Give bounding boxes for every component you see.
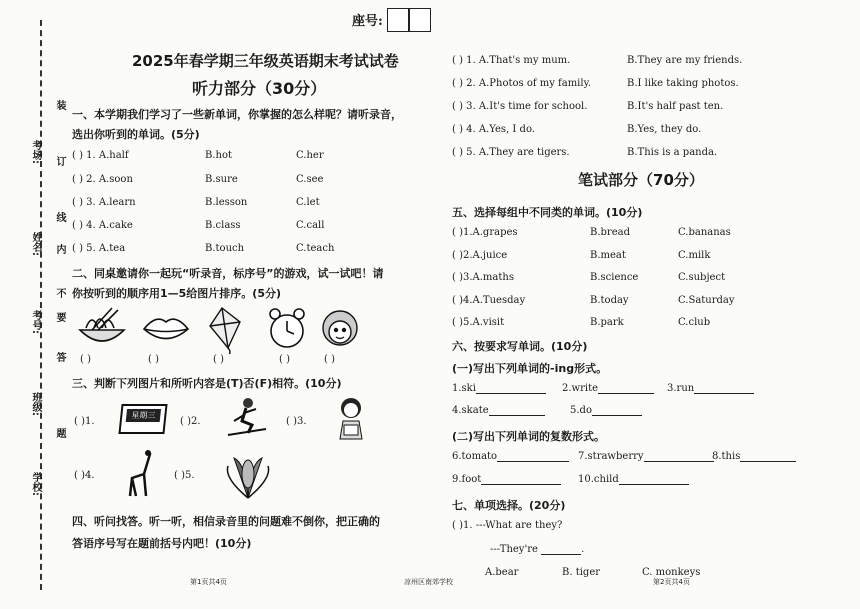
s2-bracket-1[interactable]: ( ) (80, 354, 91, 365)
s5-q3-c: C.subject (678, 272, 726, 283)
s1-q3-b: B.lesson (205, 197, 248, 208)
s6-pl-6 (452, 451, 569, 462)
section2-heading-cont: 你按听到的顺序用1—5给图片排序。(5分) (72, 287, 282, 300)
s4-q5-b: B.This is a panda. (627, 147, 718, 158)
s4-q1[interactable]: ( ) 1. A.That's my mum. (452, 55, 571, 66)
s1-q1-c: C.her (296, 150, 324, 161)
corn-icon (222, 448, 274, 502)
binding-line (40, 20, 42, 590)
section3-heading: 三、判断下列图片和所听内容是(T)否(F)相符。(10分) (72, 377, 342, 390)
s6-ing-3-word: 3.run (667, 383, 695, 394)
seat-number-label: 座号: (352, 14, 383, 29)
section2-pictures (72, 304, 372, 354)
skiing-icon (226, 395, 268, 441)
grandma-icon (323, 311, 357, 345)
s5-q1[interactable]: ( )1.A.grapes (452, 227, 518, 238)
s5-q4-c: C.Saturday (678, 295, 735, 306)
binding-char: 装 (54, 100, 65, 110)
s5-q2-c: C.milk (678, 250, 711, 261)
s1-q4-c: C.call (296, 220, 325, 231)
side-label-school: 学校: (30, 472, 41, 496)
girl-reading-icon (332, 395, 370, 443)
s6-pl-10 (578, 474, 689, 485)
s3-q2[interactable]: ( )2. (180, 416, 201, 427)
s1-q4-b: B.class (205, 220, 241, 231)
s5-q1-b: B.bread (590, 227, 630, 238)
section1-heading: 一、本学期我们学习了一些新单词，你掌握的怎么样呢？请听录音， (72, 108, 402, 121)
s3-q5[interactable]: ( )5. (174, 470, 195, 481)
s4-q3-b: B.It's half past ten. (627, 101, 724, 112)
answer-blank[interactable] (592, 415, 642, 416)
s7-q1-answer-line: ---They're . (490, 544, 585, 555)
s7-q1-option-b[interactable]: B. tiger (562, 567, 601, 578)
s1-q5-c: C.teach (296, 243, 335, 254)
answer-blank[interactable] (694, 393, 754, 394)
s5-q5-b: B.park (590, 317, 624, 328)
s1-q5-b: B.touch (205, 243, 245, 254)
kite-icon (210, 308, 240, 354)
side-label-name: 姓名: (30, 232, 41, 256)
s5-q2[interactable]: ( )2.A.juice (452, 250, 508, 261)
answer-blank[interactable] (481, 484, 561, 485)
s7-q1-option-a[interactable]: A.bear (485, 567, 519, 578)
s5-q3[interactable]: ( )3.A.maths (452, 272, 514, 283)
s1-q3[interactable]: ( ) 3. A.learn (72, 197, 136, 208)
s6-pl-7-word: 7.strawberry (578, 451, 644, 462)
s6-pl-8 (712, 451, 796, 462)
side-label-exam-room: 考场: (30, 140, 41, 164)
page-number-right: 第2页共4页 (653, 578, 690, 586)
section4-heading-cont: 答语序号写在题前括号内吧！(10分) (72, 537, 252, 550)
calendar-text: 星期三 (126, 409, 161, 422)
s6-ing-2-word: 2.write (562, 383, 599, 394)
s7-q1-option-c[interactable]: C. monkeys (642, 567, 701, 578)
s1-q1-b: B.hot (205, 150, 233, 161)
answer-blank[interactable] (619, 484, 689, 485)
s6-pl-6-word: 6.tomato (452, 451, 498, 462)
s2-bracket-4[interactable]: ( ) (279, 354, 290, 365)
listening-heading: 听力部分（30分） (192, 79, 327, 98)
written-heading: 笔试部分（70分） (578, 171, 704, 189)
answer-blank[interactable] (598, 393, 654, 394)
section6-part1: (一)写出下列单词的-ing形式。 (452, 362, 608, 375)
section6-heading: 六、按要求写单词。(10分) (452, 340, 588, 353)
answer-blank[interactable] (740, 461, 796, 462)
s6-pl-9 (452, 474, 561, 485)
side-label-class: 班级: (30, 392, 41, 416)
s5-q2-b: B.meat (590, 250, 626, 261)
s6-ing-4-word: 4.skate (452, 405, 489, 416)
s6-pl-8-word: 8.this (712, 451, 741, 462)
s1-q2[interactable]: ( ) 2. A.soon (72, 174, 133, 185)
binding-char: 线 (54, 212, 65, 222)
s7-q1-answer-text: ---They're (490, 544, 538, 555)
answer-blank[interactable] (541, 554, 581, 555)
s2-bracket-5[interactable]: ( ) (324, 354, 335, 365)
s2-bracket-3[interactable]: ( ) (213, 354, 224, 365)
binding-char: 订 (54, 156, 65, 166)
binding-char: 不 (54, 288, 65, 298)
s1-q2-c: C.see (296, 174, 324, 185)
binding-char: 内 (54, 244, 65, 254)
s4-q2-b: B.I like taking photos. (627, 78, 739, 89)
answer-blank[interactable] (489, 415, 545, 416)
s6-ing-2 (562, 383, 654, 394)
section4-heading: 四、听问找答。听一听，相信录音里的问题难不倒你，把正确的 (72, 515, 380, 528)
seat-number-box-2[interactable] (409, 8, 431, 32)
section7-heading: 七、单项选择。(20分) (452, 499, 566, 512)
s6-ing-5 (570, 405, 642, 416)
s5-q5-c: C.club (678, 317, 711, 328)
s5-q3-b: B.science (590, 272, 639, 283)
s2-bracket-2[interactable]: ( ) (148, 354, 159, 365)
alarm-clock-icon (270, 309, 304, 347)
s1-q5[interactable]: ( ) 5. A.tea (72, 243, 126, 254)
s1-q3-c: C.let (296, 197, 320, 208)
s1-q4[interactable]: ( ) 4. A.cake (72, 220, 133, 231)
s6-ing-5-word: 5.do (570, 405, 592, 416)
s6-pl-7 (578, 451, 714, 462)
s5-q5[interactable]: ( )5.A.visit (452, 317, 505, 328)
s3-q4[interactable]: ( )4. (74, 470, 95, 481)
s1-q1[interactable]: ( ) 1. A.half (72, 150, 129, 161)
answer-blank[interactable] (476, 393, 546, 394)
lips-icon (144, 319, 188, 338)
s3-q1[interactable]: ( )1. (74, 416, 95, 427)
answer-blank[interactable] (644, 461, 714, 462)
s6-pl-10-word: 10.child (578, 474, 619, 485)
giraffe-icon (120, 448, 160, 500)
answer-blank[interactable] (497, 461, 569, 462)
section1-heading-cont: 选出你听到的单词。(5分) (72, 128, 200, 141)
s6-ing-1 (452, 383, 546, 394)
exam-title: 2025年春学期三年级英语期末考试试卷 (132, 52, 399, 70)
s5-q4-b: B.today (590, 295, 629, 306)
side-label-exam-number: 考号: (30, 310, 41, 334)
s4-q4[interactable]: ( ) 4. A.Yes, I do. (452, 124, 535, 135)
section6-part2: (二)写出下列单词的复数形式。 (452, 430, 606, 443)
s4-q5[interactable]: ( ) 5. A.They are tigers. (452, 147, 570, 158)
s5-q4[interactable]: ( )4.A.Tuesday (452, 295, 526, 306)
s4-q4-b: B.Yes, they do. (627, 124, 702, 135)
s4-q3[interactable]: ( ) 3. A.It's time for school. (452, 101, 588, 112)
s6-pl-9-word: 9.foot (452, 474, 482, 485)
s6-ing-3 (667, 383, 754, 394)
binding-char: 答 (54, 352, 65, 362)
school-name: 凉州区南郊学校 (404, 578, 453, 586)
section5-heading: 五、选择每组中不同类的单词。(10分) (452, 206, 643, 219)
noodles-icon (80, 308, 124, 341)
s4-q1-b: B.They are my friends. (627, 55, 743, 66)
s7-q1[interactable]: ( )1. ---What are they? (452, 520, 563, 531)
s4-q2[interactable]: ( ) 2. A.Photos of my family. (452, 78, 592, 89)
s1-q2-b: B.sure (205, 174, 238, 185)
s6-ing-4 (452, 405, 545, 416)
binding-char: 要 (54, 312, 65, 322)
section2-heading: 二、同桌邀请你一起玩“听录音，标序号”的游戏，试一试吧！请 (72, 267, 384, 280)
seat-number-box-1[interactable] (387, 8, 409, 32)
s3-q3[interactable]: ( )3. (286, 416, 307, 427)
binding-char: 题 (54, 428, 65, 438)
s6-ing-1-word: 1.ski (452, 383, 476, 394)
s5-q1-c: C.bananas (678, 227, 731, 238)
page-number-left: 第1页共4页 (190, 578, 227, 586)
calendar-icon (118, 404, 167, 434)
